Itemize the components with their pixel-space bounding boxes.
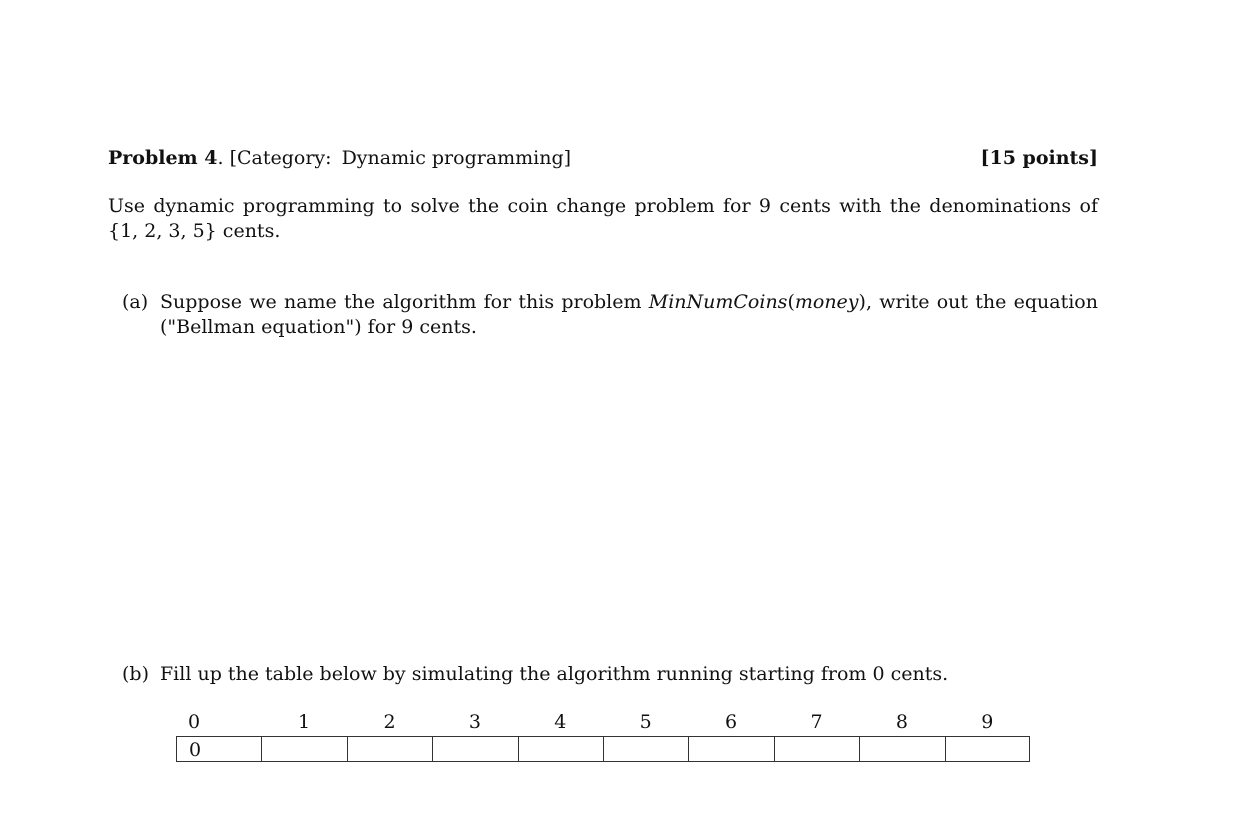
part-a-text — [160, 290, 1098, 340]
part-b-marker: (b) — [122, 663, 149, 685]
dp-cell-7[interactable] — [775, 737, 860, 761]
dp-index-6: 6 — [725, 711, 738, 733]
problem-title — [108, 145, 571, 171]
part-b — [122, 662, 1098, 687]
part-a-argument: money — [794, 291, 859, 313]
dp-cell-6[interactable] — [689, 737, 774, 761]
dp-index-7: 7 — [810, 711, 823, 733]
dp-index-4: 4 — [554, 711, 567, 733]
part-a-marker: (a) — [122, 291, 149, 313]
part-a-function-name: MinNumCoins — [648, 291, 788, 313]
problem-points: [15 points] — [980, 147, 1098, 169]
problem-label: Problem 4 — [108, 147, 218, 169]
dp-table-header — [176, 708, 1030, 736]
dp-cell-4[interactable] — [519, 737, 604, 761]
dp-cell-5[interactable] — [604, 737, 689, 761]
part-a-text-before: Suppose we name the algorithm for this problem — [160, 291, 649, 313]
dp-index-2: 2 — [383, 711, 396, 733]
part-a-text-after: , write out the equation ("Bellman equation") for 9 cents. — [160, 291, 1098, 338]
dp-cell-8[interactable] — [860, 737, 945, 761]
part-a — [122, 290, 1098, 340]
dp-cell-1[interactable] — [262, 737, 347, 761]
part-a-paren-close: ) — [858, 291, 866, 313]
part-b-text: Fill up the table below by simulating the algorithm running starting from 0 cents. — [160, 663, 949, 685]
dp-index-3: 3 — [468, 711, 481, 733]
dp-cell-3[interactable] — [433, 737, 518, 761]
dp-index-8: 8 — [895, 711, 908, 733]
problem-category-label: . [Category: — [217, 147, 332, 169]
dp-index-0: 0 — [188, 711, 201, 733]
dp-cell-2[interactable] — [348, 737, 433, 761]
part-a-paren-open: ( — [787, 291, 795, 313]
dp-index-9: 9 — [981, 711, 994, 733]
problem-heading — [108, 145, 1098, 171]
dp-cell-0[interactable]: 0 — [177, 737, 262, 761]
dp-cell-9[interactable] — [946, 737, 1031, 761]
dp-table — [176, 708, 1030, 762]
problem-category-name: Dynamic programming] — [341, 147, 572, 169]
dp-index-1: 1 — [298, 711, 311, 733]
problem-statement: Use dynamic programming to solve the coin change problem for 9 cents with the denominations of {1, 2, 3, 5} cents. — [108, 195, 1098, 242]
dp-index-5: 5 — [639, 711, 652, 733]
dp-table-row — [176, 736, 1030, 762]
